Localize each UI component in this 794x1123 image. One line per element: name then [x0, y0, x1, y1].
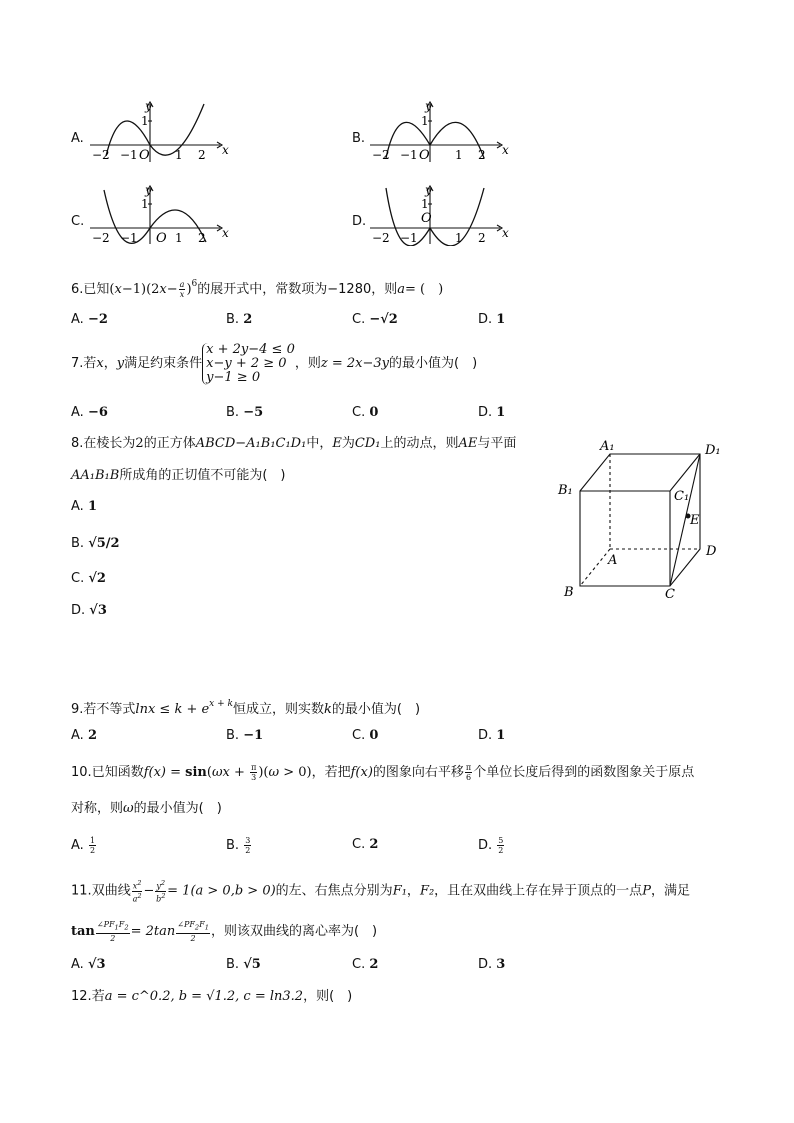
- tick-neg2: −2: [372, 148, 390, 162]
- option-label: A.: [71, 405, 84, 420]
- q11-point-p: P: [642, 883, 651, 899]
- q9-option-a: [71, 727, 97, 745]
- option-label: B.: [226, 728, 240, 743]
- q11-option-a: [71, 956, 106, 974]
- option-label: B.: [226, 312, 240, 327]
- q8-text: 中，: [306, 436, 333, 451]
- q8-option-a: [71, 498, 97, 516]
- tick-2: 2: [198, 148, 206, 162]
- label-a1: A₁: [600, 439, 615, 454]
- q9-exponent: x + k: [209, 699, 233, 709]
- q7-var-x: x: [96, 356, 104, 371]
- q7-stem-d: 的最小值为( ): [389, 356, 478, 371]
- q10-option-a: [71, 836, 97, 855]
- axis-x-label: x: [222, 143, 229, 157]
- graph-c: [86, 182, 232, 246]
- origin-label: O: [419, 148, 430, 163]
- q11-option-d: [478, 956, 505, 974]
- q10-text: 对称，则: [71, 801, 124, 816]
- tick-one: 1: [421, 114, 429, 128]
- origin-label: O: [421, 211, 432, 226]
- option-label: A.: [71, 957, 84, 972]
- q8-text: 所成角的正切值不可能为( ): [119, 468, 286, 483]
- axis-x-label: x: [502, 226, 509, 240]
- q11-text: 的左、右焦点分别为: [275, 883, 393, 899]
- graph-b: [366, 98, 512, 164]
- tick-2: 2: [478, 148, 486, 162]
- q9-option-d: [478, 727, 505, 745]
- q6-stem-b: 的展开式中，常数项为−1280，则: [197, 282, 398, 297]
- option-value: 3: [496, 957, 506, 972]
- q8-cube-name: ABCD−A₁B₁C₁D₁: [195, 436, 307, 451]
- q10-text: 已知函数: [91, 765, 144, 780]
- q11-text: ，且在双曲线上存在异于顶点的一点: [434, 883, 643, 899]
- option-label: C.: [352, 405, 366, 420]
- q9-text: 的最小值为( ): [331, 702, 421, 717]
- q9-number: 9.: [71, 702, 84, 717]
- option-value: −5: [243, 405, 264, 420]
- q7-constraint-system: [202, 343, 295, 385]
- q8-option-d: [71, 602, 107, 620]
- tick-neg1: −1: [120, 148, 138, 162]
- tick-one: 1: [141, 114, 149, 128]
- option-label: C.: [71, 571, 85, 586]
- axis-x-label: x: [502, 143, 509, 157]
- q12-stem: [71, 988, 352, 1006]
- tick-1: 1: [455, 148, 463, 162]
- q11-f1: F₁: [392, 883, 407, 899]
- q10-text: ，若把: [311, 765, 351, 780]
- q7-constraint-3: y−1 ≥ 0: [206, 370, 261, 385]
- q10-text: 的最小值为( ): [133, 801, 222, 816]
- q8-line-ae: AE: [458, 436, 478, 451]
- option-value: −2: [87, 312, 108, 327]
- label-c: C: [665, 587, 675, 602]
- q10-line2: [71, 800, 222, 818]
- tick-neg2: −2: [92, 231, 110, 245]
- q7-constraint-1: x + 2y−4 ≤ 0: [206, 342, 295, 357]
- q10-text: 的图象向右平移: [372, 765, 464, 780]
- q11-option-b: [226, 956, 261, 974]
- q9-stem: [71, 695, 420, 719]
- option-value: √5/2: [88, 536, 120, 551]
- option-label: D.: [478, 405, 493, 420]
- q11-line2: [71, 920, 377, 943]
- graph-option-d-label: D.: [352, 214, 367, 229]
- q10-line1: [71, 763, 694, 782]
- q8-line1: [71, 435, 516, 453]
- tick-1: 1: [175, 231, 183, 245]
- option-value: 1: [496, 728, 506, 743]
- q7-stem-a: 若: [83, 356, 97, 371]
- q10-shift: $\frac{\pi}{6}$: [465, 763, 472, 782]
- option-value: √2: [88, 571, 106, 586]
- option-label: A.: [71, 728, 84, 743]
- q6-var-a: a: [397, 282, 406, 297]
- q11-equation: = 1(a > 0,b > 0): [167, 883, 276, 899]
- q9-text: 若不等式: [83, 702, 136, 717]
- q11-text: ，满足: [650, 883, 690, 899]
- option-value: √3: [89, 603, 107, 618]
- q7-constraint-2: x−y + 2 ≥ 0: [206, 356, 287, 371]
- tick-1: 1: [455, 231, 463, 245]
- q7-stem-b: 满足约束条件: [124, 356, 203, 371]
- q10-omega: ω: [123, 801, 134, 816]
- option-value: −√2: [369, 312, 398, 327]
- q8-text: 在棱长为: [83, 436, 136, 451]
- q8-line2: [71, 467, 285, 485]
- option-value: √5: [243, 957, 261, 972]
- q10-option-b: [226, 836, 252, 855]
- q10-function-body: sin(ωx + $\frac{\pi}{3}$ )(ω > 0): [185, 763, 312, 782]
- q7-sep: ，: [103, 356, 117, 371]
- q11-frac-y: $\frac{y^2}{b^2}$: [156, 879, 166, 904]
- origin-label: O: [156, 231, 167, 246]
- q12-number: 12.: [71, 989, 92, 1004]
- q11-line1: 11.双曲线 $\frac{x^2}{a^2}$ − $\frac{y^2}{b^2}$ = 1(a > 0,b > 0)的左、右焦点分别为F₁，F₂，且在双曲线上存在异于顶点的一点P，满足: [71, 879, 690, 904]
- q7-var-y: y: [116, 356, 125, 371]
- q10-number: 10.: [71, 765, 92, 780]
- q12-expression: a = c^0.2, b = √1.2, c = ln3.2: [104, 989, 304, 1004]
- option-value: 1: [496, 312, 506, 327]
- option-value: 2: [369, 837, 379, 852]
- tick-one: 1: [421, 197, 429, 211]
- q7-objective: z = 2x−3y: [320, 356, 389, 371]
- tick-neg2: −2: [372, 231, 390, 245]
- option-value: 2: [243, 312, 253, 327]
- q7-option-d: [478, 404, 505, 422]
- q6-stem-c: = ( ): [405, 282, 444, 297]
- q8-option-c: [71, 570, 106, 588]
- tick-neg2: −2: [92, 148, 110, 162]
- option-value-frac: $\frac{1}{2}$: [89, 836, 96, 855]
- option-value-frac: $\frac{3}{2}$: [245, 836, 251, 855]
- q6-stem-a: 已知: [83, 282, 110, 297]
- q8-segment: CD₁: [354, 436, 381, 451]
- q8-text: 的正方体: [143, 436, 196, 451]
- q6-option-d: [478, 311, 505, 329]
- q9-inequality: lnx ≤ k + e: [135, 702, 210, 717]
- label-c1: C₁: [674, 489, 690, 504]
- option-value: 2: [369, 957, 379, 972]
- q6-option-b: [226, 311, 252, 329]
- q11-option-c: [352, 956, 378, 974]
- q10-fx-ref: f(x): [350, 765, 373, 780]
- option-value: 0: [369, 728, 379, 743]
- axis-y-label: y: [145, 183, 152, 197]
- option-label: B.: [226, 838, 240, 853]
- option-label: D.: [478, 838, 493, 853]
- q11-mid: = 2tan: [130, 923, 176, 939]
- q7-option-b: [226, 404, 263, 422]
- q12-text: 若: [91, 989, 105, 1004]
- q6-number: 6.: [71, 282, 84, 297]
- option-label: D.: [478, 728, 493, 743]
- cube-figure: [550, 436, 730, 606]
- q11-angle-1: $\frac{\angle PF_1F_2}{2}$: [96, 920, 129, 943]
- option-value: √3: [87, 957, 106, 972]
- tick-2: 2: [198, 231, 206, 245]
- q10-option-d: [478, 836, 505, 855]
- q11-number: 11.: [71, 883, 92, 899]
- option-label: A.: [71, 312, 84, 327]
- label-b1: B₁: [558, 483, 573, 498]
- q9-text: 恒成立，则实数: [232, 702, 324, 717]
- option-value-frac: $\frac{5}{2}$: [498, 836, 504, 855]
- q7-stem-c: ，则: [294, 356, 321, 371]
- q8-number: 8.: [71, 436, 84, 451]
- q6-option-c: [352, 311, 398, 329]
- option-label: B.: [71, 536, 85, 551]
- option-value: 1: [87, 499, 97, 514]
- q7-option-c: [352, 404, 378, 422]
- q11-text: 双曲线: [91, 883, 131, 899]
- axis-y-label: y: [425, 99, 432, 113]
- label-d1: D₁: [705, 443, 721, 458]
- option-value: 1: [496, 405, 506, 420]
- q7-number: 7.: [71, 356, 84, 371]
- q12-text: ，则( ): [303, 989, 353, 1004]
- label-d: D: [706, 544, 717, 559]
- option-label: D.: [478, 957, 493, 972]
- tick-1: 1: [175, 148, 183, 162]
- label-e: E: [690, 513, 700, 528]
- q11-f2: F₂: [419, 883, 435, 899]
- option-label: C.: [352, 728, 366, 743]
- graph-option-a-label: A.: [71, 131, 84, 146]
- q6-binomial: (x−1)(2x− $\frac{a}{x}$ )$^6$: [109, 279, 198, 299]
- q11-tan: tan: [71, 923, 95, 939]
- q8-edge-length: 2: [135, 436, 144, 451]
- option-label: D.: [71, 603, 86, 618]
- q8-plane: AA₁B₁B: [71, 468, 120, 483]
- q11-sep: ，: [406, 883, 420, 899]
- label-b: B: [564, 585, 574, 600]
- graph-option-b-label: B.: [352, 131, 366, 146]
- tick-one: 1: [141, 197, 149, 211]
- option-label: A.: [71, 838, 84, 853]
- graph-d: [366, 182, 512, 246]
- tick-neg1: −1: [400, 231, 418, 245]
- option-label: A.: [71, 499, 84, 514]
- q8-option-b: [71, 535, 120, 553]
- origin-label: O: [139, 148, 150, 163]
- tick-neg1: −1: [120, 231, 138, 245]
- graph-option-c-label: C.: [71, 214, 85, 229]
- q9-var-k: k: [323, 702, 332, 717]
- option-label: C.: [352, 837, 366, 852]
- option-label: D.: [478, 312, 493, 327]
- option-label: B.: [226, 405, 240, 420]
- axis-y-label: y: [145, 99, 152, 113]
- option-value: −1: [243, 728, 264, 743]
- q6-stem: [71, 275, 443, 299]
- q7-stem: [71, 342, 477, 386]
- option-value: −6: [87, 405, 108, 420]
- q9-option-b: [226, 727, 263, 745]
- q9-option-c: [352, 727, 378, 745]
- q8-point-e: E: [332, 436, 342, 451]
- q11-angle-2: $\frac{\angle PF_2F_1}{2}$: [177, 920, 209, 943]
- label-a: A: [608, 553, 618, 568]
- option-label: B.: [226, 957, 240, 972]
- q11-frac-x: $\frac{x^2}{a^2}$: [132, 879, 142, 904]
- q10-text: 个单位长度后得到的函数图象关于原点: [473, 765, 695, 780]
- axis-y-label: y: [425, 183, 432, 197]
- tick-neg1: −1: [400, 148, 418, 162]
- graph-a: [86, 98, 232, 164]
- q10-option-c: [352, 836, 378, 854]
- option-label: C.: [352, 957, 366, 972]
- q8-text: 为: [341, 436, 355, 451]
- q8-text: 与平面: [477, 436, 517, 451]
- axis-x-label: x: [222, 226, 229, 240]
- option-value: 2: [87, 728, 97, 743]
- q7-option-a: [71, 404, 108, 422]
- tick-2: 2: [478, 231, 486, 245]
- q11-text: ，则该双曲线的离心率为( ): [210, 923, 378, 939]
- q6-option-a: [71, 311, 108, 329]
- q8-text: 上的动点，则: [380, 436, 459, 451]
- q10-fx: f(x) =: [143, 765, 186, 780]
- option-label: C.: [352, 312, 366, 327]
- option-value: 0: [369, 405, 379, 420]
